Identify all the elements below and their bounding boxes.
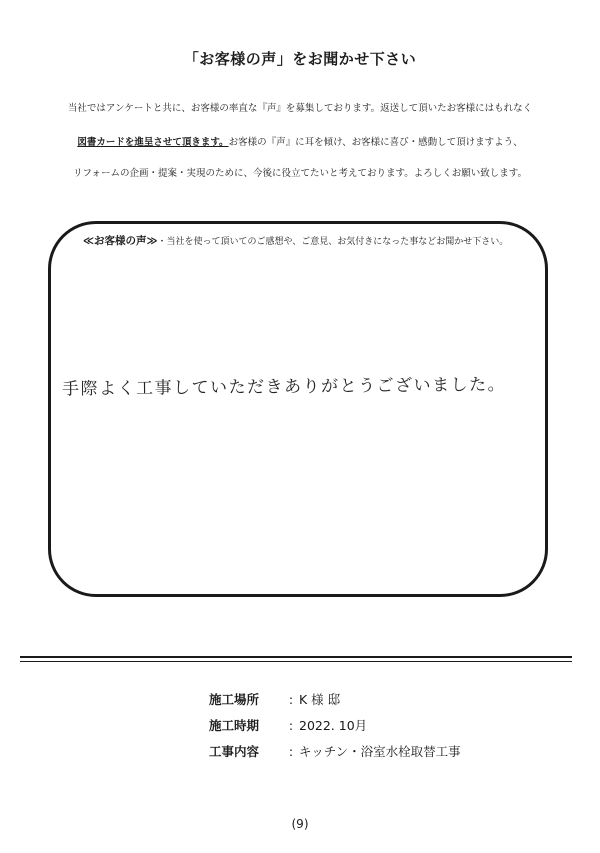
intro-line-2 xyxy=(40,137,560,149)
site-value: K 様 邸 xyxy=(299,692,341,707)
info-row-site xyxy=(209,690,340,708)
info-row-work xyxy=(209,742,461,760)
page-number: (9) xyxy=(291,817,309,831)
date-separator: : xyxy=(288,718,294,733)
site-label: 施工場所 xyxy=(209,692,260,707)
intro-line-1: 当社ではアンケートと共に、お客様の率直な『声』を募集しております。返送して頂いたお客様にはもれなく xyxy=(67,103,533,114)
intro-line-3: リフォームの企画・提案・実現のために、今後に役立てたいと考えております。よろしくお願い致します。 xyxy=(72,168,527,179)
voice-label: ≪お客様の声≫ xyxy=(83,235,158,247)
info-row-date xyxy=(209,716,367,734)
date-label: 施工時期 xyxy=(209,718,260,733)
work-separator: : xyxy=(288,744,294,759)
divider-thin xyxy=(20,661,572,662)
site-separator: : xyxy=(288,692,294,707)
gift-card-notice: 図書カードを進呈させて頂きます。 xyxy=(77,137,229,148)
date-value: 2022. 10月 xyxy=(299,718,368,733)
customer-voice-box xyxy=(48,221,548,597)
voice-header xyxy=(83,233,508,248)
page-title: 「お客様の声」をお聞かせ下さい xyxy=(183,50,417,68)
work-value: キッチン・浴室水栓取替工事 xyxy=(299,744,461,759)
handwritten-comment: 手際よく工事していただきありがとうございました。 xyxy=(61,374,507,400)
intro-line-2-rest: お客様の『声』に耳を傾け、お客様に喜び・感動して頂けますよう、 xyxy=(228,137,523,148)
work-label: 工事内容 xyxy=(209,744,260,759)
voice-prompt: ・当社を使って頂いてのご感想や、ご意見、お気付きになった事などお聞かせ下さい。 xyxy=(157,237,509,247)
divider-thick xyxy=(20,656,572,658)
